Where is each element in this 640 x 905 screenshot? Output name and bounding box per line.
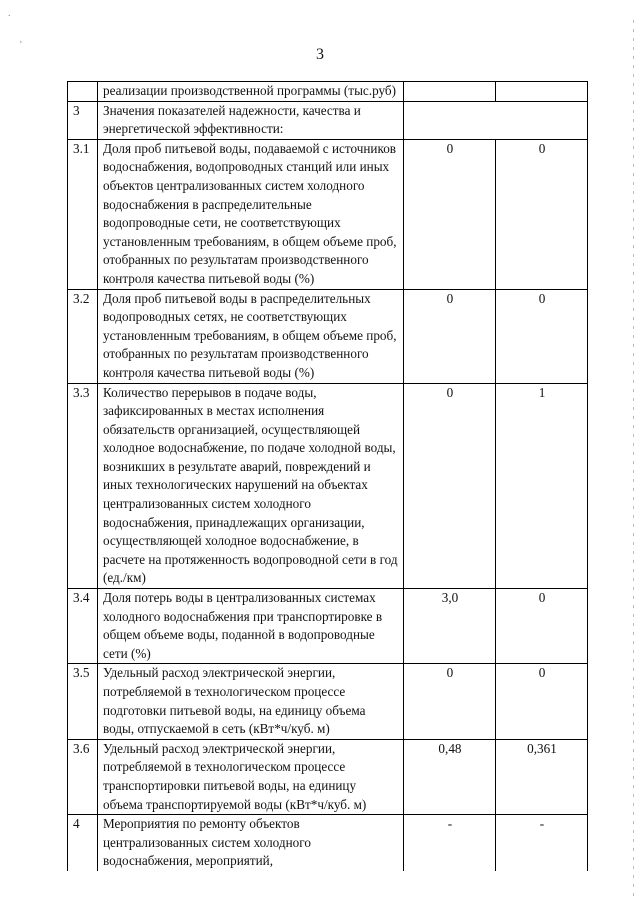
row-number: 4 — [68, 815, 98, 871]
value-col2: 0 — [495, 139, 587, 289]
row-text: Мероприятия по ремонту объектов централизованных систем холодного водоснабжения, мероприятий, — [97, 815, 403, 871]
scan-edge-line — [633, 20, 634, 900]
value-col2: 1 — [495, 383, 587, 589]
row-number: 3 — [68, 101, 98, 139]
table-row — [68, 815, 588, 871]
row-text: Удельный расход электрической энергии, потребляемой в технологическом процессе транспортировки питьевой воды, на единицу объема транспортируемой воды (кВт*ч/куб. м) — [97, 739, 403, 814]
value-col2 — [495, 82, 587, 102]
value-col1: - — [403, 815, 495, 871]
value-col2: 0,361 — [495, 739, 587, 814]
margin-mark: . — [8, 8, 11, 19]
value-col2: 0 — [495, 289, 587, 383]
value-col2: - — [495, 815, 587, 871]
table-row — [68, 101, 588, 139]
value-col2: 0 — [495, 664, 587, 739]
row-text: Значения показателей надежности, качества и энергетической эффективности: — [97, 101, 403, 139]
row-number: 3.3 — [68, 383, 98, 589]
indicators-table — [67, 81, 588, 871]
row-text: реализации производственной программы (тыс.руб) — [97, 82, 403, 102]
row-number — [68, 82, 98, 102]
page-number: 3 — [316, 46, 324, 63]
row-number: 3.4 — [68, 589, 98, 664]
row-text: Доля потерь воды в централизованных системах холодного водоснабжения при транспортировке в общем объеме воды, поданной в водопроводные сети (%) — [97, 589, 403, 664]
table-row — [68, 289, 588, 383]
margin-mark: ' — [20, 40, 22, 51]
row-text: Количество перерывов в подаче воды, зафиксированных в местах исполнения обязательств организацией, осуществляющей холодное водоснабжение, по подаче холодной воды, возникших в результате аварий, повреждений и иных технологических нарушений на объектах централизованных систем холодного водоснабжения, принадлежащих организации, осуществляющей холодное водоснабжение, в расчете на протяженность водопроводной сети в год (ед./км) — [97, 383, 403, 589]
row-text: Удельный расход электрической энергии, потребляемой в технологическом процессе подготовки питьевой воды, на единицу объема воды, отпускаемой в сеть (кВт*ч/куб. м) — [97, 664, 403, 739]
value-col2: 0 — [495, 589, 587, 664]
value-col1: 0 — [403, 664, 495, 739]
row-number: 3.1 — [68, 139, 98, 289]
table-row — [68, 664, 588, 739]
row-text: Доля проб питьевой воды в распределительных водопроводных сетях, не соответствующих установленным требованиям, в общем объеме проб, отобранных по результатам производственного контроля качества питьевой воды (%) — [97, 289, 403, 383]
value-col1: 0 — [403, 383, 495, 589]
table-row — [68, 383, 588, 589]
row-number: 3.6 — [68, 739, 98, 814]
table-row — [68, 739, 588, 814]
row-number: 3.5 — [68, 664, 98, 739]
value-col1: 0 — [403, 289, 495, 383]
value-merged — [403, 101, 587, 139]
value-col1 — [403, 82, 495, 102]
row-number: 3.2 — [68, 289, 98, 383]
value-col1: 0,48 — [403, 739, 495, 814]
table-row — [68, 589, 588, 664]
row-text: Доля проб питьевой воды, подаваемой с источников водоснабжения, водопроводных станций или иных объектов централизованных систем холодного водоснабжения в распределительные водопроводные сети, не соответствующих установленным требованиям, в общем объеме проб, отобранных по результатам производственного контроля качества питьевой воды (%) — [97, 139, 403, 289]
table-row — [68, 139, 588, 289]
table-row — [68, 82, 588, 102]
value-col1: 0 — [403, 139, 495, 289]
value-col1: 3,0 — [403, 589, 495, 664]
